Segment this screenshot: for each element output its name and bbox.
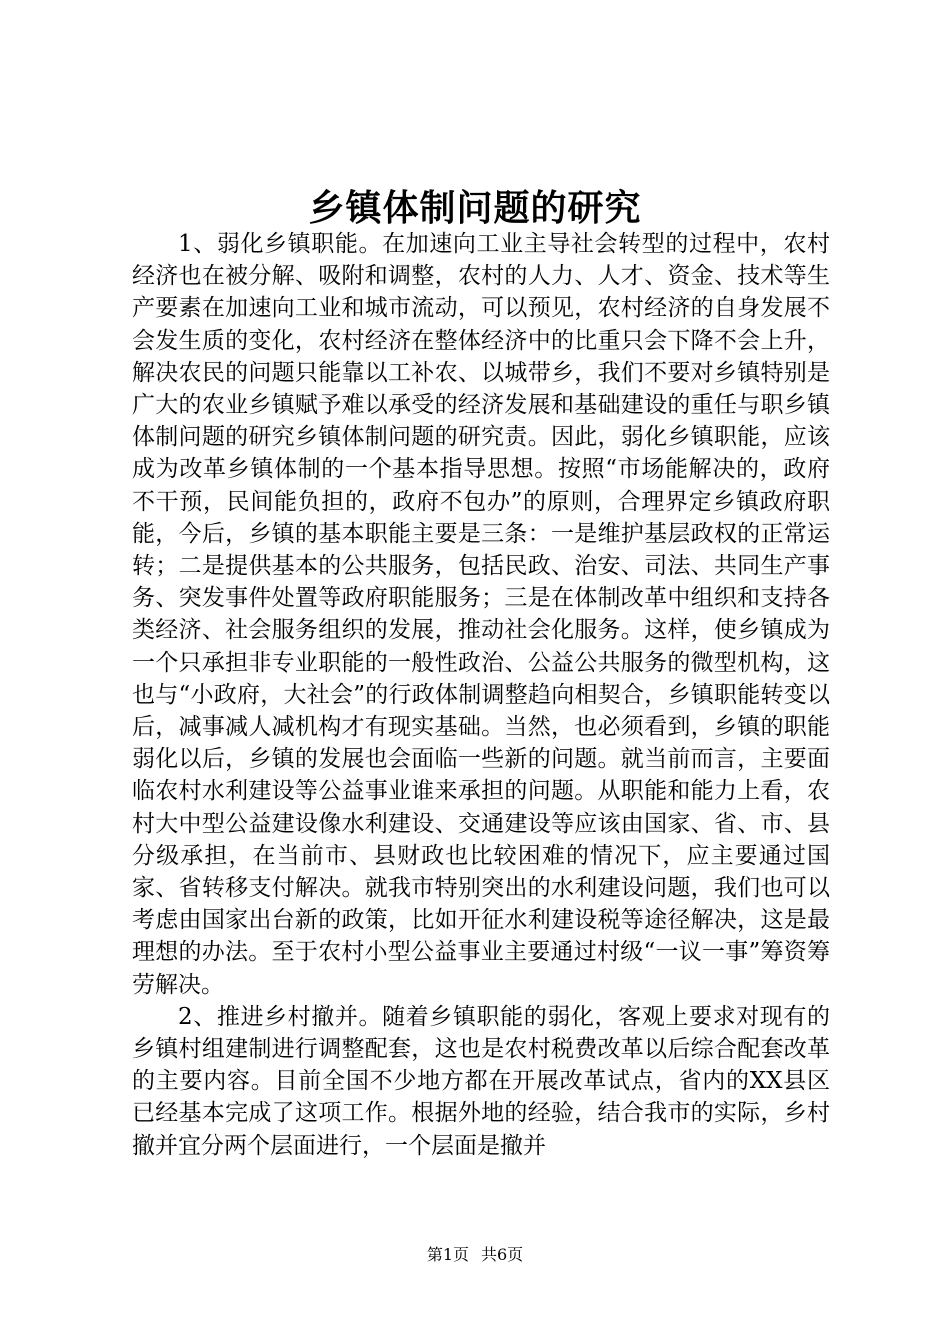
document-body <box>132 228 830 1162</box>
page-number: 第1页 <box>426 1245 469 1264</box>
document-title: 乡镇体制问题的研究 <box>308 187 642 229</box>
paragraph-1: 1、弱化乡镇职能。在加速向工业主导社会转型的过程中，农村经济也在被分解、吸附和调整，农村的人力、人才、资金、技术等生产要素在加速向工业和城市流动，可以预见，农村经济的自身发展不会发生质的变化，农村经济在整体经济中的比重只会下降不会上升，解决农民的问题只能靠以工补农、以城带乡，我们不要对乡镇特别是广大的农业乡镇赋予难以承受的经济发展和基础建设的重任与职乡镇体制问题的研究乡镇体制问题的研究责。因此，弱化乡镇职能，应该成为改革乡镇体制的一个基本指导思想。按照“市场能解决的，政府不干预，民间能负担的，政府不包办”的原则，合理界定乡镇政府职能，今后，乡镇的基本职能主要是三条：一是维护基层政权的正常运转；二是提供基本的公共服务，包括民政、治安、司法、共同生产事务、突发事件处置等政府职能服务；三是在体制改革中组织和支持各类经济、社会服务组织的发展，推动社会化服务。这样，使乡镇成为一个只承担非专业职能的一般性政治、公益公共服务的微型机构，这也与“小政府，大社会”的行政体制调整趋向相契合，乡镇职能转变以后，减事减人减机构才有现实基础。当然，也必须看到，乡镇的职能弱化以后，乡镇的发展也会面临一些新的问题。就当前而言，主要面临农村水利建设等公益事业谁来承担的问题。从职能和能力上看，农村大中型公益建设像水利建设、交通建设等应该由国家、省、市、县分级承担，在当前市、县财政也比较困难的情况下，应主要通过国家、省转移支付解决。就我市特别突出的水利建设问题，我们也可以考虑由国家出台新的政策，比如开征水利建设税等途径解决，这是最理想的办法。至于农村小型公益事业主要通过村级“一议一事”筹资筹劳解决。 <box>132 231 830 998</box>
paragraph-2: 2、推进乡村撤并。随着乡镇职能的弱化，客观上要求对现有的乡镇村组建制进行调整配套，这也是农村税费改革以后综合配套改革的主要内容。目前全国不少地方都在开展改革试点，省内的XX县区已经基本完成了这项工作。根据外地的经验，结合我市的实际，乡村撤并宜分两个层面进行，一个层面是撤并 <box>132 1003 830 1159</box>
page-footer <box>0 1244 950 1266</box>
page-total: 共6页 <box>481 1245 524 1264</box>
